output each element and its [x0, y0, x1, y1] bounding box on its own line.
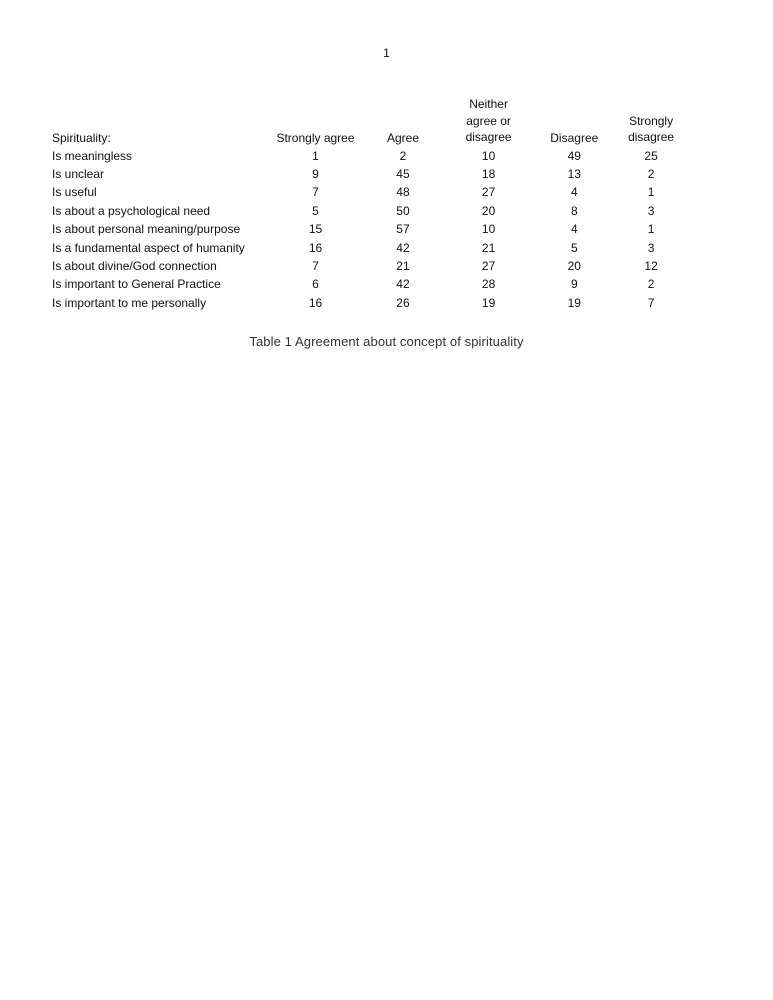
- cell-strongly-agree: 9: [312, 167, 319, 182]
- cell-strongly-agree: 7: [312, 185, 319, 200]
- row-label: Is important to me personally: [52, 295, 207, 310]
- cell-disagree: 4: [570, 222, 578, 237]
- cell-agree: 45: [396, 167, 410, 182]
- cell-disagree: 13: [567, 167, 581, 182]
- cell-strongly-agree: 1: [312, 148, 319, 163]
- cell-strongly-disagree: 1: [647, 222, 655, 237]
- cell-strongly-disagree: 2: [647, 167, 655, 182]
- cell-disagree: 20: [567, 259, 581, 274]
- column-header-agree: Agree: [386, 130, 419, 145]
- cell-disagree: 19: [567, 295, 581, 310]
- column-header-strongly-disagree: [610, 96, 692, 147]
- table-row: [52, 275, 692, 293]
- table-row: [52, 183, 692, 201]
- table-header-row: [52, 96, 692, 147]
- row-header: Spirituality:: [52, 130, 111, 145]
- cell-agree: 42: [396, 240, 410, 255]
- row-label: Is unclear: [52, 167, 105, 182]
- column-header-neither: [439, 96, 539, 147]
- page-number: 1: [383, 46, 390, 60]
- cell-neither: 27: [481, 259, 496, 274]
- table-row: [52, 257, 692, 275]
- cell-neither: 20: [481, 203, 496, 218]
- cell-neither: 21: [481, 240, 496, 255]
- cell-strongly-disagree: 3: [647, 240, 655, 255]
- column-header-disagree: Disagree: [550, 130, 599, 145]
- cell-disagree: 4: [570, 185, 578, 200]
- table-row: [52, 238, 692, 256]
- cell-strongly-disagree: 25: [644, 148, 658, 163]
- cell-strongly-disagree: 3: [647, 203, 655, 218]
- cell-strongly-agree: 5: [312, 203, 319, 218]
- table-row: [52, 165, 692, 183]
- cell-neither: 10: [481, 148, 496, 163]
- cell-strongly-disagree: 12: [644, 259, 658, 274]
- cell-strongly-agree: 7: [312, 259, 319, 274]
- table-row: [52, 220, 692, 238]
- cell-agree: 48: [396, 185, 410, 200]
- cell-agree: 57: [396, 222, 410, 237]
- cell-strongly-agree: 16: [308, 240, 323, 255]
- row-label: Is useful: [52, 185, 97, 200]
- row-label: Is about a psychological need: [52, 203, 211, 218]
- cell-disagree: 49: [567, 148, 581, 163]
- cell-agree: 2: [399, 148, 407, 163]
- cell-strongly-agree: 15: [308, 222, 323, 237]
- cell-strongly-disagree: 7: [647, 295, 655, 310]
- cell-agree: 42: [396, 277, 410, 292]
- cell-strongly-disagree: 2: [647, 277, 655, 292]
- cell-neither: 28: [481, 277, 496, 292]
- cell-agree: 21: [396, 259, 410, 274]
- row-label: Is a fundamental aspect of humanity: [52, 240, 245, 255]
- row-label: Is about divine/God connection: [52, 259, 217, 274]
- cell-disagree: 8: [570, 203, 578, 218]
- cell-neither: 10: [481, 222, 496, 237]
- table-row: [52, 147, 692, 165]
- table-row: [52, 202, 692, 220]
- spirituality-table-container: [52, 96, 692, 312]
- cell-agree: 26: [396, 295, 410, 310]
- row-label: Is meaningless: [52, 148, 133, 163]
- cell-agree: 50: [396, 203, 410, 218]
- row-label: Is important to General Practice: [52, 277, 221, 292]
- cell-strongly-disagree: 1: [647, 185, 655, 200]
- cell-neither: 18: [481, 167, 496, 182]
- cell-neither: 19: [481, 295, 496, 310]
- cell-strongly-agree: 16: [308, 295, 323, 310]
- table-row: [52, 294, 692, 312]
- column-header-neither-label: Neither agree or disagree: [465, 97, 512, 144]
- table-caption: Table 1 Agreement about concept of spirituality: [249, 334, 524, 349]
- cell-disagree: 5: [570, 240, 578, 255]
- column-header-strongly-agree: Strongly agree: [276, 130, 355, 145]
- cell-neither: 27: [481, 185, 496, 200]
- cell-strongly-agree: 6: [312, 277, 319, 292]
- cell-disagree: 9: [570, 277, 578, 292]
- spirituality-agreement-table: [52, 96, 692, 312]
- column-header-strongly-disagree-label: Strongly disagree: [628, 113, 675, 144]
- row-label: Is about personal meaning/purpose: [52, 222, 241, 237]
